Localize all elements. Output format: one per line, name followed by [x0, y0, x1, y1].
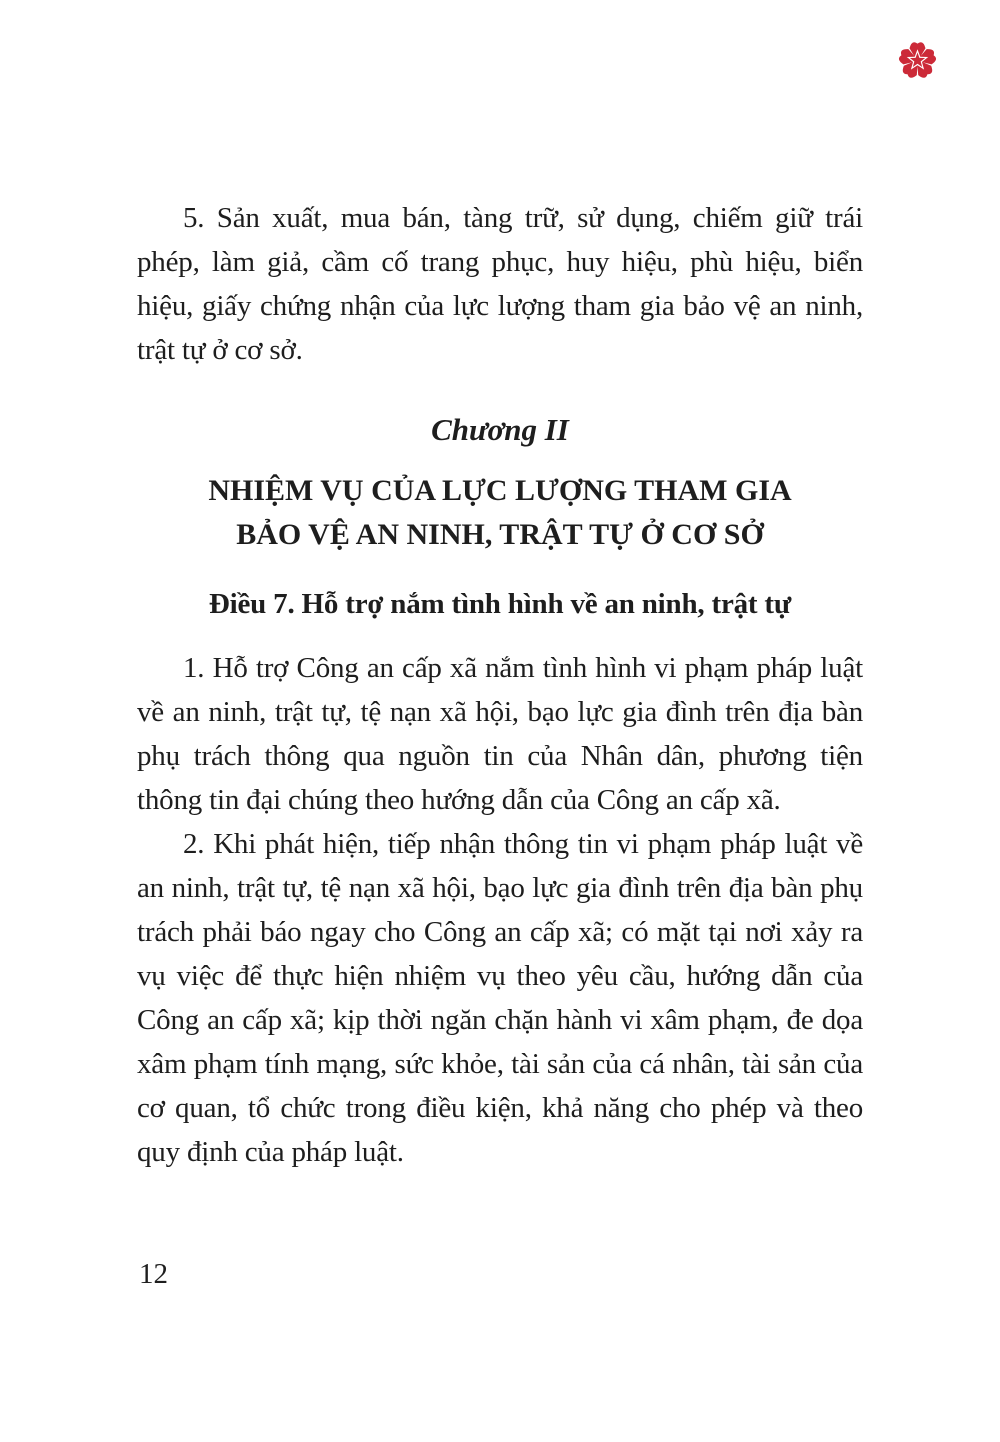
article-7-heading: Điều 7. Hỗ trợ nắm tình hình về an ninh, trật tự [208, 588, 792, 620]
publisher-flower-star-icon [894, 37, 941, 84]
clause-1-paragraph: 1. Hỗ trợ Công an cấp xã nắm tình hình vi phạm pháp luật về an ninh, trật tự, tệ nạn xã hội, bạo lực gia đình trên địa bàn phụ trách thông qua nguồn tin của Nhân dân, phương tiện thông tin đại chúng theo hướng dẫn của Công an cấp xã. [137, 652, 863, 816]
page-content [137, 196, 863, 1174]
clause-2-paragraph: 2. Khi phát hiện, tiếp nhận thông tin vi phạm pháp luật về an ninh, trật tự, tệ nạn xã hội, bạo lực gia đình trên địa bàn phụ trách phải báo ngay cho Công an cấp xã; có mặt tại nơi xảy ra vụ việc để thực hiện nhiệm vụ theo yêu cầu, hướng dẫn của Công an cấp xã; kịp thời ngăn chặn hành vi xâm phạm, đe dọa xâm phạm tính mạng, sức khỏe, tài sản của cá nhân, tài sản của cơ quan, tổ chức trong điều kiện, khả năng cho phép và theo quy định của pháp luật. [137, 828, 863, 1168]
clause-5-paragraph: 5. Sản xuất, mua bán, tàng trữ, sử dụng, chiếm giữ trái phép, làm giả, cầm cố trang phục, huy hiệu, phù hiệu, biển hiệu, giấy chứng nhận của lực lượng tham gia bảo vệ an ninh, trật tự ở cơ sở. [137, 202, 863, 366]
page-number: 12 [139, 1258, 168, 1290]
chapter-title-line-1: NHIỆM VỤ CỦA LỰC LƯỢNG THAM GIA [208, 474, 792, 507]
chapter-heading: Chương II [431, 412, 569, 447]
chapter-title [137, 469, 863, 557]
chapter-title-line-2: BẢO VỆ AN NINH, TRẬT TỰ Ở CƠ SỞ [236, 518, 764, 551]
